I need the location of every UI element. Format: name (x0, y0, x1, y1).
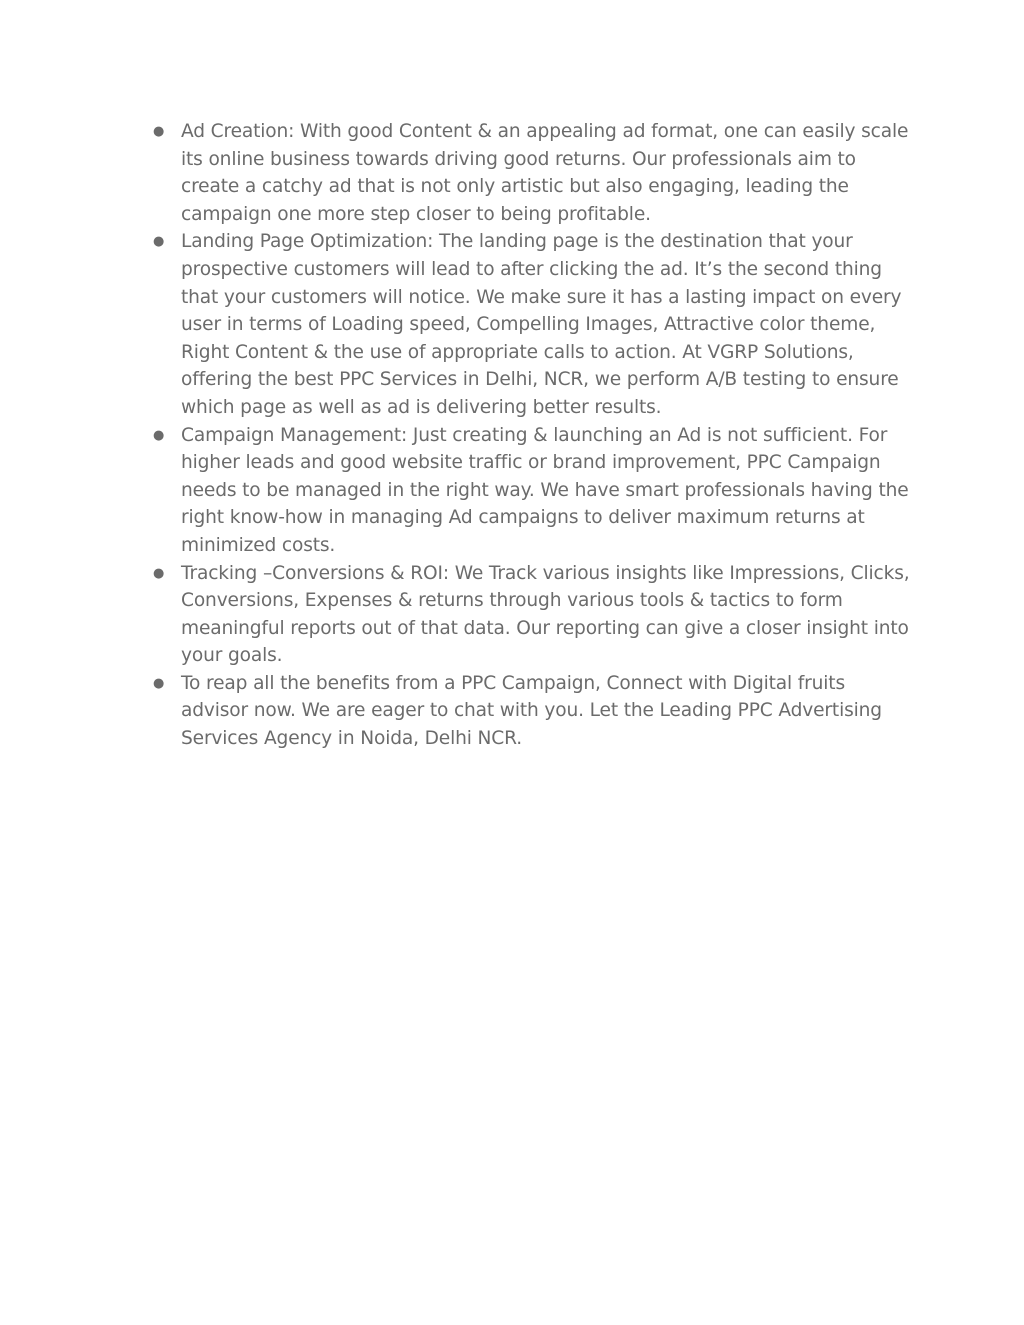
bullet-item-campaign-management (150, 422, 910, 560)
bullet-text: Campaign Management: Just creating & launching an Ad is not sufficient. For higher leads and good website traffic or brand improvement, PPC Campaign needs to be managed in the right way. We have smart professionals having the right know-how in managing Ad campaigns to deliver maximum returns at minimized costs. (181, 424, 909, 556)
bullet-text: Tracking –Conversions & ROI: We Track various insights like Impressions, Clicks, Conversions, Expenses & returns through various tools & tactics to form meaningful reports out of that data. Our reporting can give a closer insight into your goals. (181, 562, 910, 667)
bullet-dot-icon: ● (153, 675, 165, 691)
bullet-text: Landing Page Optimization: The landing page is the destination that your prospective customers will lead to after clicking the ad. It’s the second thing that your customers will notice. We make sure it has a lasting impact on every user in terms of Loading speed, Compelling Images, Attractive color theme, Right Content & the use of appropriate calls to action. At VGRP Solutions, offering the best PPC Services in Delhi, NCR, we perform A/B testing to ensure which page as well as ad is delivering better results. (181, 231, 902, 418)
bullet-text: To reap all the benefits from a PPC Campaign, Connect with Digital fruits advisor now. We are eager to chat with you. Let the Leading PPC Advertising Services Agency in Noida, Delhi NCR. (181, 672, 882, 750)
bullet-list (150, 118, 910, 753)
bullet-dot-icon: ● (153, 124, 165, 139)
bullet-dot-icon: ● (153, 234, 165, 250)
bullet-dot-icon: ● (153, 565, 165, 581)
bullet-item-ad-creation (150, 118, 910, 228)
bullet-item-reap-benefits (150, 670, 910, 753)
bullet-text: Ad Creation: With good Content & an appealing ad format, one can easily scale its online business towards driving good returns. Our professionals aim to create a catchy ad that is not only artistic but also engaging, leading the campaign one more step closer to being profitable. (181, 121, 909, 225)
bullet-item-tracking-conversions (150, 560, 910, 670)
bullet-item-landing-page-optimization (150, 228, 910, 421)
bullet-dot-icon: ● (153, 427, 165, 443)
